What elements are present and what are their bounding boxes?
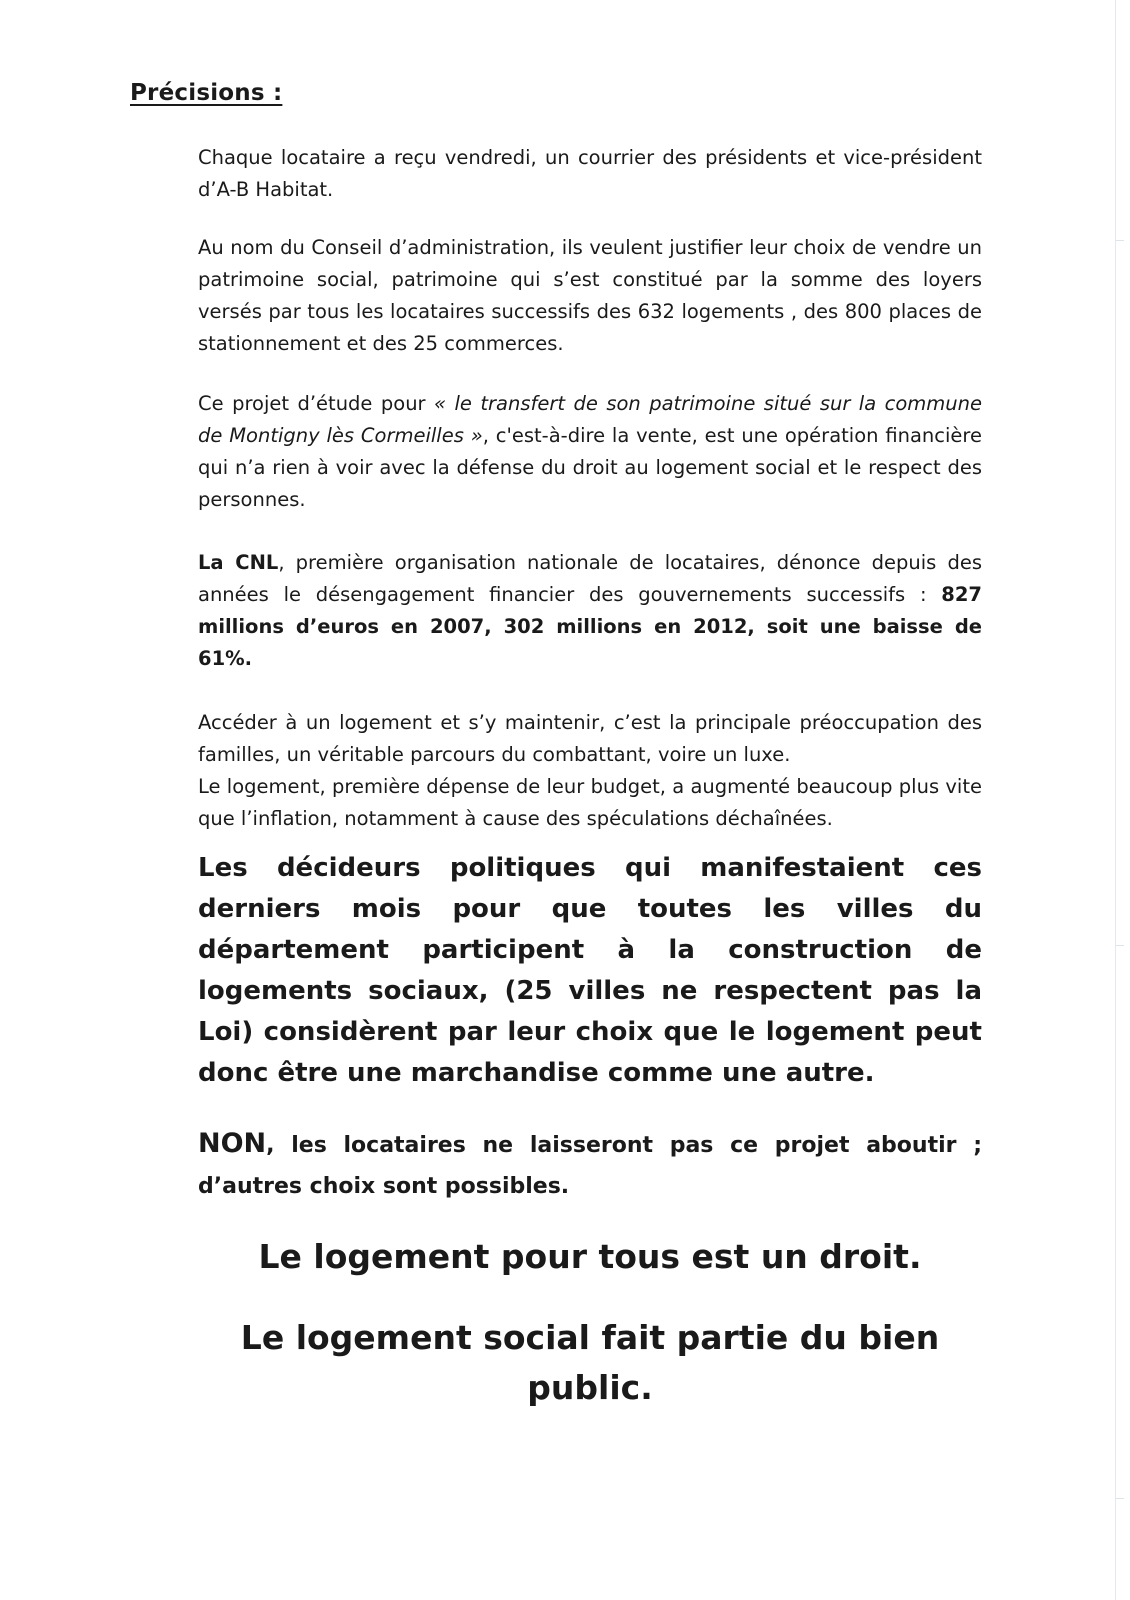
paragraph-board-justification <box>198 232 982 360</box>
paragraph-text: Au nom du Conseil d’administration, ils veulent justifier leur choix de vendre un patrimoine social, patrimoine qui s’est constitué par la somme des loyers versés par tous les locataires successifs des 632 logements , des 800 places de stationnement et des 25 commerces. <box>198 236 982 355</box>
paragraph-letter-received <box>198 142 982 206</box>
org-name: La CNL <box>198 551 279 574</box>
paragraph-line: Accéder à un logement et s’y maintenir, c’est la principale préoccupation des familles, un véritable parcours du combattant, voire un luxe. <box>198 711 982 766</box>
paragraph-housing-access <box>198 707 982 835</box>
slogan-public-good: Le logement social fait partie du bien public. <box>240 1318 940 1407</box>
paragraph-text <box>198 547 982 675</box>
paragraph-intro: Ce projet d’étude pour <box>198 392 435 415</box>
paragraph-rest: , c'est-à-dire la vente, est une opération financière qui n’a rien à voir avec la défense du droit au logement social et le respect des personnes. <box>198 424 982 511</box>
paragraph-body: , les locataires ne laisseront pas ce projet aboutir ; d’autres choix sont possibles. <box>198 1133 982 1199</box>
page-edge-tick <box>1116 240 1124 241</box>
funding-figures: 827 millions d’euros en 2007, 302 millions en 2012, soit une baisse de 61%. <box>198 583 982 670</box>
paragraph-text: Chaque locataire a reçu vendredi, un courrier des présidents et vice-président d’A-B Habitat. <box>198 146 982 201</box>
paragraph-line: Le logement, première dépense de leur budget, a augmenté beaucoup plus vite que l’inflation, notamment à cause des spéculations déchaînées. <box>198 775 982 830</box>
paragraph-non <box>198 1123 982 1207</box>
non-word: NON <box>198 1128 267 1159</box>
paragraph-project-study <box>198 388 982 516</box>
page-edge-tick <box>1116 945 1124 946</box>
section-heading: Précisions : <box>130 80 283 106</box>
paragraph-cnl <box>198 547 982 675</box>
paragraph-body: , première organisation nationale de locataires, dénonce depuis des années le désengagement financier des gouvernements successifs : <box>198 551 982 606</box>
paragraph-political-decision-makers: Les décideurs politiques qui manifestaient ces derniers mois pour que toutes les villes du département participent à la construction de logements sociaux, (25 villes ne respectent pas la Loi) considèrent par leur choix que le logement peut donc être une marchandise comme une autre. <box>198 853 982 1088</box>
page-edge-tick <box>1116 1498 1124 1499</box>
slogan-housing-right: Le logement pour tous est un droit. <box>258 1237 922 1276</box>
italic-quote: « le transfert de son patrimoine situé sur la commune de Montigny lès Cormeilles » <box>198 392 982 447</box>
paragraph-text <box>198 388 982 516</box>
